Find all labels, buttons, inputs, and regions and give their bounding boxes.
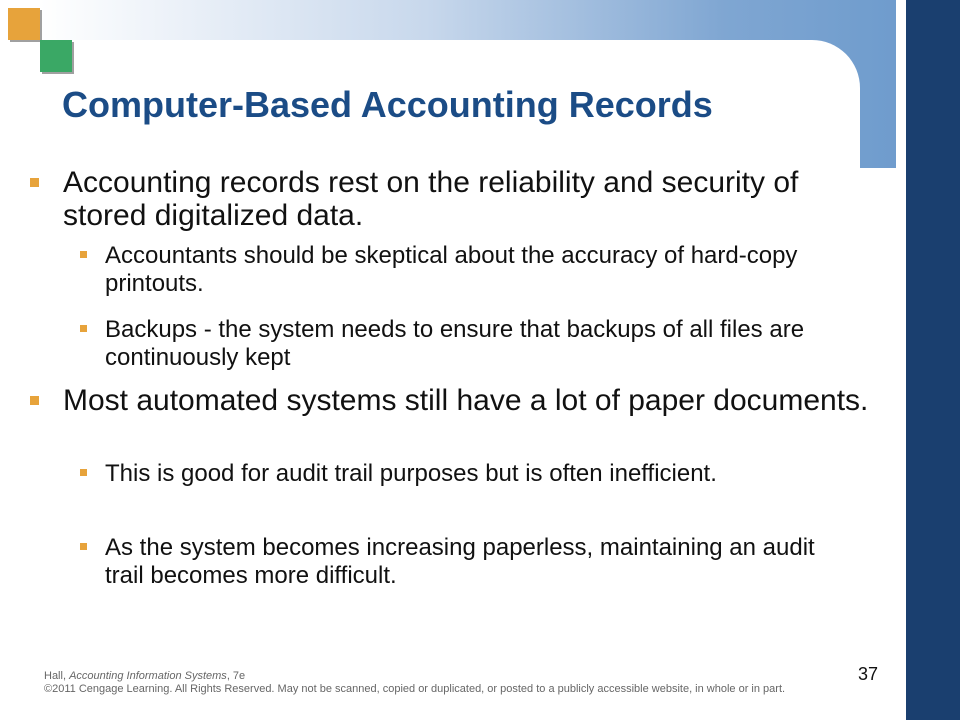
bullet-text: Accounting records rest on the reliability and security of stored digitalized data. [63,166,799,232]
square-bullet-icon [80,325,87,332]
sub-bullet-text: Accountants should be skeptical about the accuracy of hard-copy printouts. [105,242,798,297]
footer-citation [44,670,785,696]
sub-bullet-item [80,316,850,372]
square-bullet-icon [80,543,87,550]
sub-bullet-text: As the system becomes increasing paperless, maintaining an audit trail becomes more difficult. [105,534,815,589]
copyright-line: ©2011 Cengage Learning. All Rights Reserved. May not be scanned, copied or duplicated, or posted to a publicly accessible website, in whole or in part. [44,683,786,695]
bullet-item [30,384,870,417]
sub-bullet-item [80,242,850,298]
sub-bullet-text: This is good for audit trail purposes but is often inefficient. [105,460,717,487]
square-bullet-icon [80,469,87,476]
square-bullet-icon [80,251,87,258]
sub-bullet-item [80,534,850,590]
page-number: 37 [858,664,879,684]
sub-bullet-text: Backups - the system needs to ensure that backups of all files are continuously kept [105,316,805,371]
bullet-text: Most automated systems still have a lot of paper documents. [63,384,869,417]
citation-line [44,670,785,683]
square-bullet-icon [30,178,39,187]
bullet-item [30,166,850,232]
citation-author: Hall, [44,670,70,682]
sub-bullet-item [80,460,850,488]
citation-book: Accounting Information Systems [69,670,227,682]
slide-title: Computer-Based Accounting Records [62,84,713,125]
right-sidebar-bar [906,0,960,720]
square-bullet-icon [30,396,39,405]
citation-edition: , 7e [226,670,246,682]
